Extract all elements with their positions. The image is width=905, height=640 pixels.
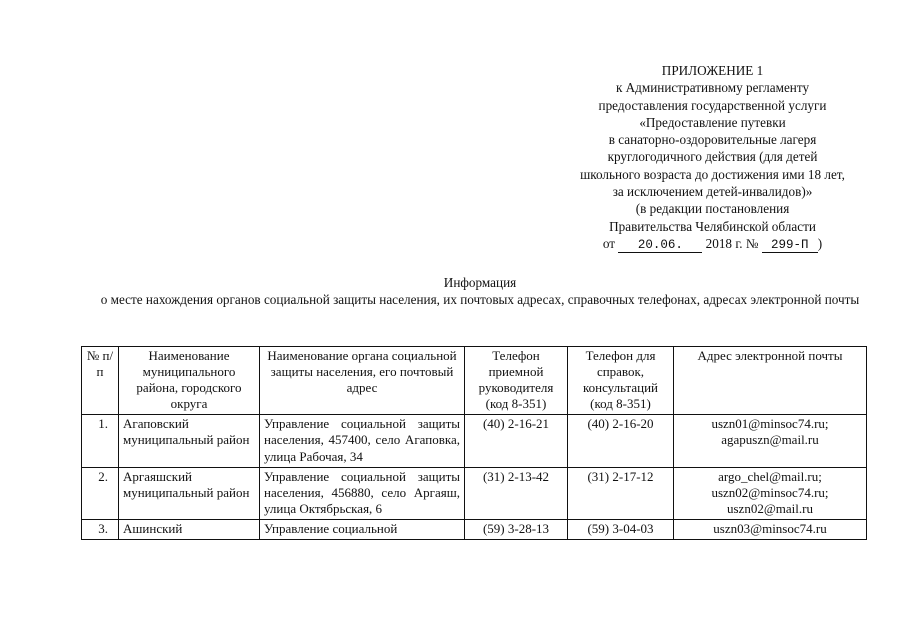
appendix-line: круглогодичного действия (для детей <box>607 149 818 165</box>
row-org: Управление социальной защиты населения, 457400, село Агаповка, улица Рабочая, 34 <box>260 415 465 467</box>
header-org: Наименование органа социальной защиты населения, его почтовый адрес <box>260 347 465 415</box>
header-district: Наименование муниципального района, городского округа <box>119 347 260 415</box>
email-link[interactable]: uszn01@minsoc74.ru; <box>711 416 829 432</box>
email-link[interactable]: uszn02@minsoc74.ru; <box>711 484 829 500</box>
row-district: Ашинский <box>119 519 260 539</box>
close-paren: ) <box>817 235 823 251</box>
decree-year: 2018 г. № <box>705 235 759 251</box>
table-row <box>82 415 867 467</box>
header-email: Адрес электронной почты <box>674 347 867 415</box>
email-link[interactable]: uszn03@minsoc74.ru <box>713 520 827 536</box>
header-phone-info: Телефон для справок, консультаций (код 8-351) <box>568 347 674 415</box>
row-num: 3. <box>82 519 119 539</box>
email-link[interactable]: uszn02@mail.ru <box>727 500 813 516</box>
appendix-line: в санаторно-оздоровительные лагеря <box>608 132 817 148</box>
row-phone-info: (31) 2-17-12 <box>568 467 674 519</box>
appendix-line: Правительства Челябинской области <box>609 218 816 234</box>
row-org: Управление социальной <box>260 519 465 539</box>
email-link[interactable]: argo_chel@mail.ru; <box>718 468 822 484</box>
heading-title: Информация <box>443 275 517 290</box>
appendix-line: (в редакции постановления <box>635 201 790 217</box>
appendix-line: предоставления государственной услуги <box>598 97 827 113</box>
row-emails <box>674 519 867 539</box>
row-phone-head: (40) 2-16-21 <box>465 415 568 467</box>
row-phone-head: (31) 2-13-42 <box>465 467 568 519</box>
table-header-row <box>82 347 867 415</box>
appendix-line: за исключением детей-инвалидов)» <box>612 184 813 200</box>
row-emails <box>674 467 867 519</box>
appendix-line: ПРИЛОЖЕНИЕ 1 <box>661 63 764 78</box>
appendix-block <box>540 62 885 253</box>
table-row <box>82 467 867 519</box>
row-district: Аргаяшский муниципальный район <box>119 467 260 519</box>
header-num: № п/п <box>82 347 119 415</box>
from-prefix: от <box>602 235 616 251</box>
decree-date: 20.06. <box>618 239 702 253</box>
decree-number: 299-П <box>762 239 818 253</box>
heading-subtitle: о месте нахождения органов социальной защиты населения, их почтовых адресах, справочных телефонах, адресах электронной почты <box>100 292 860 308</box>
appendix-line: к Административному регламенту <box>615 80 810 96</box>
row-org: Управление социальной защиты населения, 456880, село Аргаяш, улица Октябрьская, 6 <box>260 467 465 519</box>
email-link[interactable]: agapuszn@mail.ru <box>721 432 819 448</box>
header-phone-head: Телефон приемной руководителя (код 8-351) <box>465 347 568 415</box>
row-num: 2. <box>82 467 119 519</box>
document-heading <box>70 274 890 309</box>
row-district: Агаповский муниципальный район <box>119 415 260 467</box>
row-phone-head: (59) 3-28-13 <box>465 519 568 539</box>
row-phone-info: (40) 2-16-20 <box>568 415 674 467</box>
table-row <box>82 519 867 539</box>
social-protection-table <box>81 346 867 540</box>
appendix-line: «Предоставление путевки <box>639 114 786 130</box>
decree-line <box>540 235 885 253</box>
row-num: 1. <box>82 415 119 467</box>
row-emails <box>674 415 867 467</box>
row-phone-info: (59) 3-04-03 <box>568 519 674 539</box>
appendix-line: школьного возраста до достижения ими 18 лет, <box>580 166 845 182</box>
